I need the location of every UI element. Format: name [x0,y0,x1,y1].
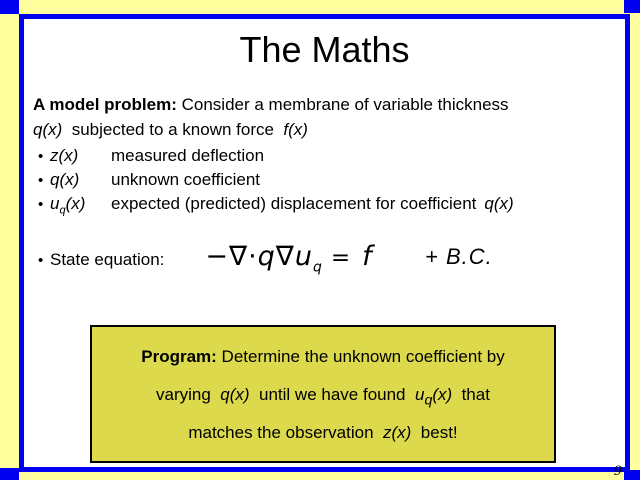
var-u: u [294,241,313,272]
dot-operator: · [248,241,258,272]
frame-corner-top-right [624,0,640,13]
equals-sign: = [330,245,352,271]
frame-corner-top-left [0,0,19,14]
nabla-icon: ∇ [229,241,249,272]
state-equation-label: State equation: [50,250,165,269]
boundary-conditions-term: + B.C. [425,244,493,269]
minus-sign: − [205,241,229,272]
bullet-q [38,168,618,193]
bullet-icon: • [38,196,44,213]
program-line-2: varying q(x) until we have found $u_q(x)$ that [156,385,490,409]
model-problem-paragraph [33,92,613,142]
symbol-qx: q(x) [33,120,63,139]
symbol-fx: f(x) [283,120,308,139]
subscript-q: q [312,259,322,276]
nabla-icon: ∇ [275,241,295,272]
frame-corner-bottom-left [0,468,19,480]
program-lead: Program: [141,347,217,366]
bullet-icon: • [38,148,44,165]
program-callout-box [90,325,556,463]
state-equation-math [205,241,373,276]
slide-content-panel [19,14,630,472]
program-line-3: matches the observation z(x) best! [188,423,458,442]
model-problem-lead: A model problem: [33,95,177,114]
symbol-qx: q(x) [215,385,255,404]
var-q: q [257,241,276,272]
symbol-uqx: $u_q(x)$ [410,385,457,409]
bullet-q-description: unknown coefficient [111,170,261,189]
bullet-z-symbol: z(x) [50,146,79,165]
bullet-uq-symbol: $u_q(x)$ [50,194,86,217]
bullet-z-description: measured deflection [111,146,265,165]
slide-title: The Maths [239,29,410,70]
bullet-icon: • [38,252,44,269]
bullet-uq-trailing-symbol: q(x) [484,194,514,213]
var-f: f [362,241,373,272]
bullet-z [38,144,618,169]
symbol-zx: z(x) [378,423,417,442]
page-number: 9 [613,464,622,479]
bullet-icon: • [38,172,44,189]
model-problem-text2: subjected to a known force [62,120,284,139]
bullet-uq-description: expected (predicted) displacement for coefficient [111,194,477,213]
bullet-q-symbol: q(x) [50,170,80,189]
state-equation-row [38,241,628,276]
model-problem-text1: Consider a membrane of variable thickness [176,95,509,114]
bullet-uq [38,192,618,217]
program-line-1: Program: Determine the unknown coefficient by [141,347,505,366]
